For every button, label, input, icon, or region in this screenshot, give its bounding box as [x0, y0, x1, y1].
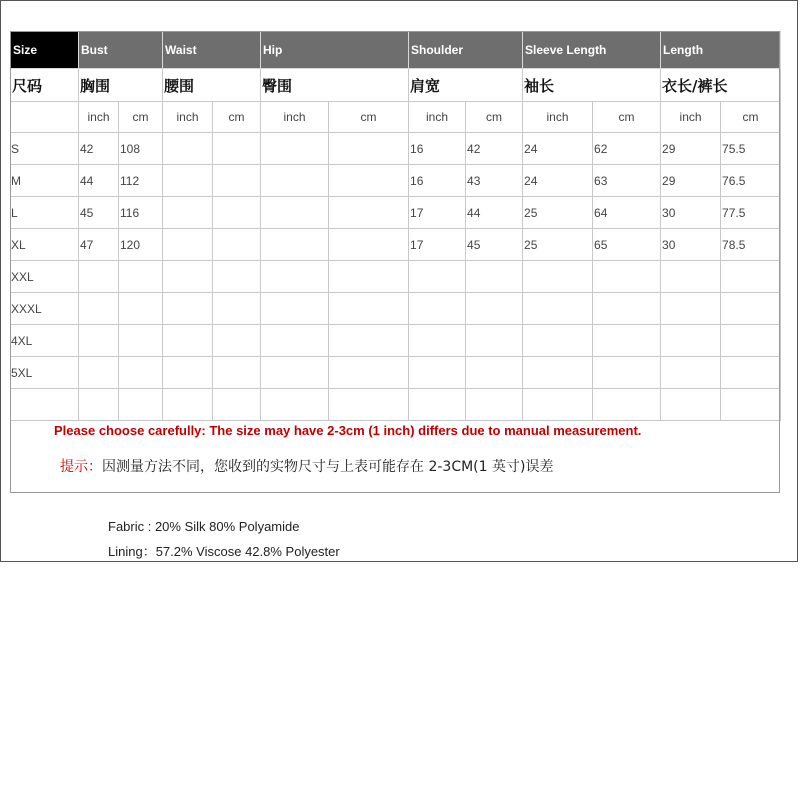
table-cell: 47 — [79, 229, 119, 261]
tip-text: 因测量方法不同，您收到的实物尺寸与上表可能存在 2-3CM(1 英寸)误差 — [102, 459, 554, 475]
size-label: XXL — [11, 261, 79, 293]
measurement-tip-cn — [60, 456, 553, 476]
table-cell: 62 — [593, 133, 661, 165]
table-cell: 112 — [119, 165, 163, 197]
table-cell: 30 — [661, 229, 721, 261]
table-cell: 64 — [593, 197, 661, 229]
table-cell: 17 — [409, 229, 466, 261]
table-cell: 30 — [661, 197, 721, 229]
unit-cm: cm — [721, 102, 781, 133]
size-label: XXXL — [11, 293, 79, 325]
unit-inch: inch — [661, 102, 721, 133]
table-cell: 75.5 — [721, 133, 781, 165]
header-waist: Waist — [163, 32, 261, 69]
table-cell: 29 — [661, 133, 721, 165]
table-cell: 45 — [79, 197, 119, 229]
tip-label: 提示： — [60, 459, 102, 475]
unit-cm: cm — [329, 102, 409, 133]
size-label: 5XL — [11, 357, 79, 389]
size-label: 4XL — [11, 325, 79, 357]
header-hip: Hip — [261, 32, 409, 69]
table-cell: 45 — [466, 229, 523, 261]
header-cn-shoulder: 肩宽 — [409, 69, 523, 102]
measurement-warning: Please choose carefully: The size may have 2-3cm (1 inch) differs due to manual measurement. — [54, 423, 642, 438]
header-cn-size: 尺码 — [11, 69, 79, 102]
table-cell: 44 — [79, 165, 119, 197]
header-size: Size — [11, 32, 79, 69]
table-cell: 25 — [523, 197, 593, 229]
header-cn-sleeve: 袖长 — [523, 69, 661, 102]
header-cn-hip: 臀围 — [261, 69, 409, 102]
header-length: Length — [661, 32, 781, 69]
table-cell: 24 — [523, 165, 593, 197]
size-label: L — [11, 197, 79, 229]
fabric-info: Fabric : 20% Silk 80% Polyamide — [108, 519, 300, 534]
table-cell: 16 — [409, 165, 466, 197]
table-cell: 17 — [409, 197, 466, 229]
unit-inch: inch — [79, 102, 119, 133]
header-bust: Bust — [79, 32, 163, 69]
table-cell: 25 — [523, 229, 593, 261]
size-label: XL — [11, 229, 79, 261]
header-cn-waist: 腰围 — [163, 69, 261, 102]
table-cell: 78.5 — [721, 229, 781, 261]
table-cell: 42 — [466, 133, 523, 165]
table-cell: 42 — [79, 133, 119, 165]
table-cell: 63 — [593, 165, 661, 197]
unit-inch: inch — [523, 102, 593, 133]
table-cell: 43 — [466, 165, 523, 197]
header-cn-bust: 胸围 — [79, 69, 163, 102]
lining-info: Lining：57.2% Viscose 42.8% Polyester — [108, 544, 340, 559]
header-shoulder: Shoulder — [409, 32, 523, 69]
table-cell: 44 — [466, 197, 523, 229]
table-cell: 76.5 — [721, 165, 781, 197]
table-cell: 65 — [593, 229, 661, 261]
header-cn-length: 衣长/裤长 — [661, 69, 781, 102]
unit-inch: inch — [163, 102, 213, 133]
size-label: M — [11, 165, 79, 197]
table-cell: 16 — [409, 133, 466, 165]
unit-cm: cm — [593, 102, 661, 133]
table-cell: 77.5 — [721, 197, 781, 229]
unit-cm: cm — [466, 102, 523, 133]
unit-inch: inch — [261, 102, 329, 133]
table-cell: 120 — [119, 229, 163, 261]
table-cell: 108 — [119, 133, 163, 165]
unit-cm: cm — [213, 102, 261, 133]
table-cell: 116 — [119, 197, 163, 229]
unit-inch: inch — [409, 102, 466, 133]
table-cell: 29 — [661, 165, 721, 197]
size-label: S — [11, 133, 79, 165]
header-sleeve-length: Sleeve Length — [523, 32, 661, 69]
table-cell: 24 — [523, 133, 593, 165]
unit-cm: cm — [119, 102, 163, 133]
